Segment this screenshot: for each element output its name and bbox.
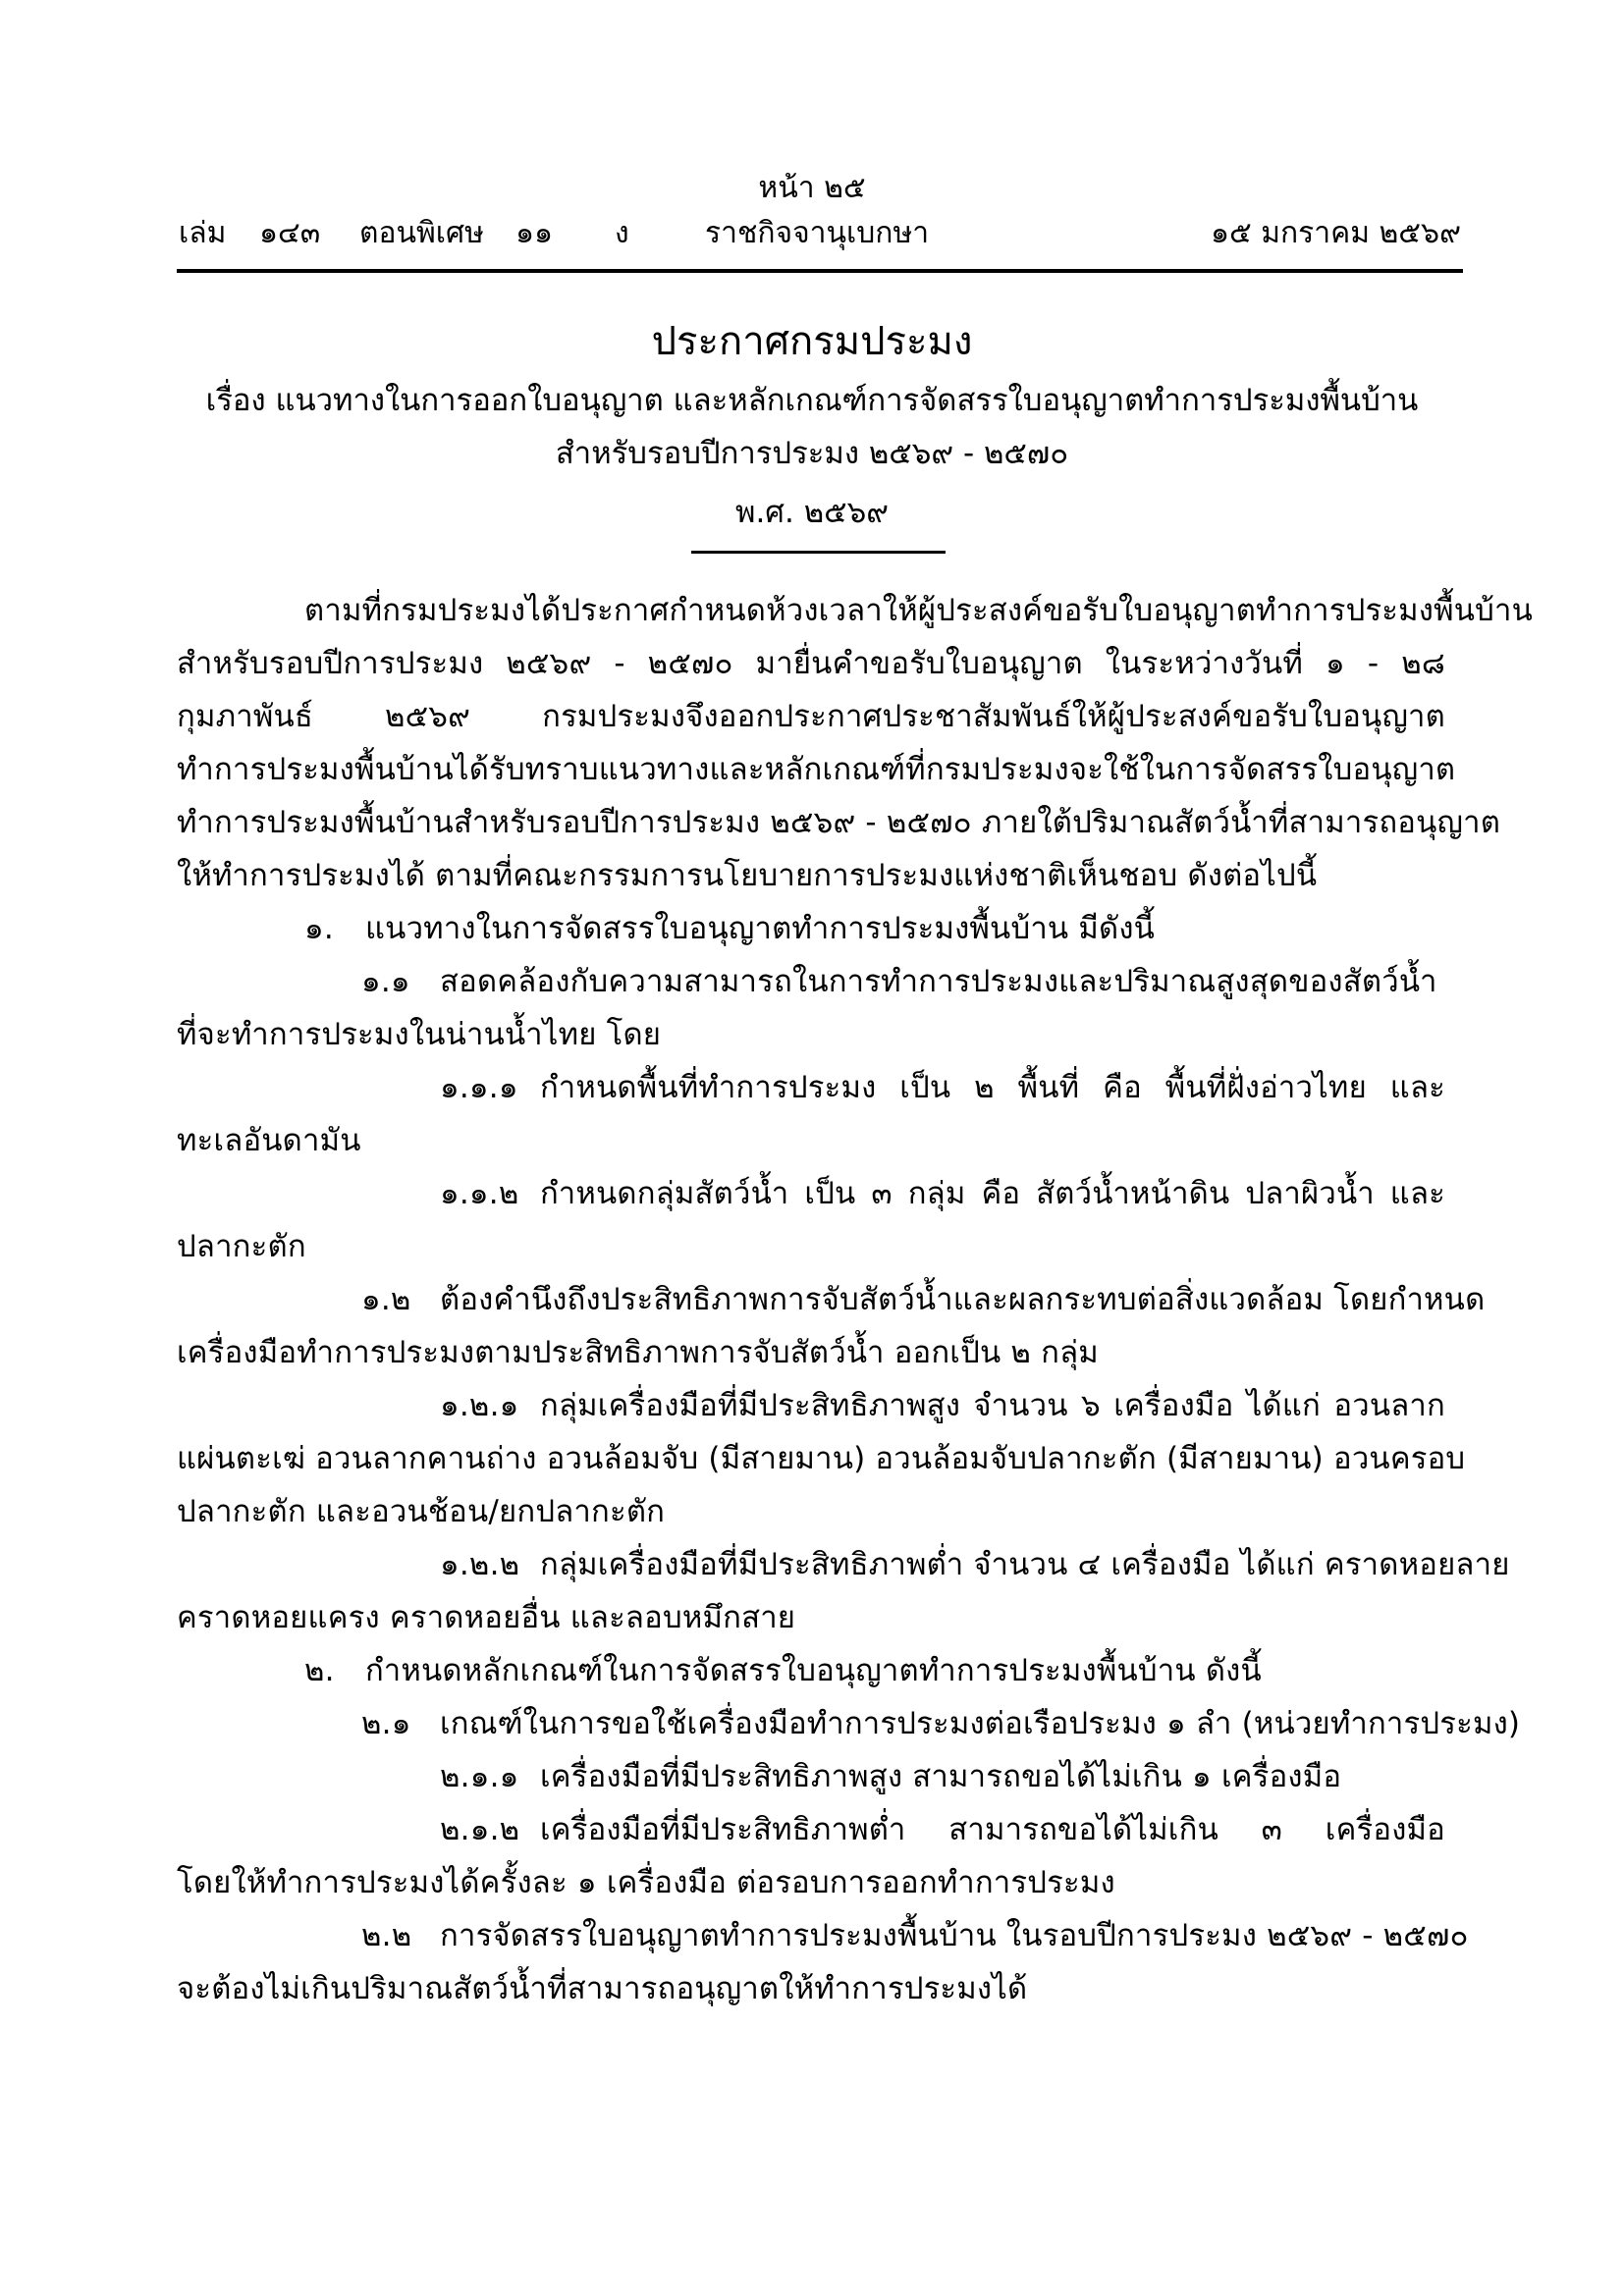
intro-line: ตามที่กรมประมงได้ประกาศกำหนดห้วงเวลาให้ผู้ประสงค์ขอรับใบอนุญาตทำการประมงพื้นบ้าน <box>304 593 1534 628</box>
title-divider <box>691 551 946 554</box>
item-1-1-1-line1: กำหนดพื้นที่ทำการประมง เป็น ๒ พื้นที่ คือ พื้นที่ฝั่งอ่าวไทย และ <box>540 1070 1445 1105</box>
item-1-2-2-line1: กลุ่มเครื่องมือที่มีประสิทธิภาพต่ำ จำนวน ๔ เครื่องมือ ได้แก่ คราดหอยลาย <box>540 1547 1510 1582</box>
item-1-2-1-number: ๑.๒.๑ <box>440 1388 519 1423</box>
intro-line: กุมภาพันธ์ ๒๕๖๙ กรมประมงจึงออกประกาศประชาสัมพันธ์ให้ผู้ประสงค์ขอรับใบอนุญาต <box>177 699 1445 734</box>
intro-line: สำหรับรอบปีการประมง ๒๕๖๙ - ๒๕๗๐ มายื่นคำขอรับใบอนุญาต ในระหว่างวันที่ ๑ - ๒๘ <box>177 646 1445 681</box>
announcement-title: ประกาศกรมประมง <box>651 319 973 364</box>
item-2-2-line1: การจัดสรรใบอนุญาตทำการประมงพื้นบ้าน ในรอบปีการประมง ๒๕๖๙ - ๒๕๗๐ <box>440 1918 1469 1953</box>
announcement-subject-line1: เรื่อง แนวทางในการออกใบอนุญาต และหลักเกณฑ์การจัดสรรใบอนุญาตทำการประมงพื้นบ้าน <box>205 383 1419 418</box>
item-1-1-line2: ที่จะทำการประมงในน่านน้ำไทย โดย <box>177 1017 662 1052</box>
item-1-2-2-line2: คราดหอยแครง คราดหอยอื่น และลอบหมึกสาย <box>177 1600 796 1635</box>
header-rule <box>177 269 1463 273</box>
item-2-1-2-line2: โดยให้ทำการประมงได้ครั้งละ ๑ เครื่องมือ ต่อรอบการออกทำการประมง <box>177 1865 1115 1900</box>
item-2-2-number: ๒.๒ <box>361 1918 412 1953</box>
item-1-1-2-line2: ปลากะตัก <box>177 1229 306 1264</box>
item-1-2-1-line3: ปลากะตัก และอวนช้อน/ยกปลากะตัก <box>177 1494 666 1529</box>
gazette-date: ๑๕ มกราคม ๒๕๖๙ <box>1210 216 1461 250</box>
item-2-1-1-line1: เครื่องมือที่มีประสิทธิภาพสูง สามารถขอได้ไม่เกิน ๑ เครื่องมือ <box>540 1759 1342 1794</box>
item-1-1-1-number: ๑.๑.๑ <box>440 1070 518 1105</box>
item-1-1-number: ๑.๑ <box>361 964 410 999</box>
item-1-2-2-number: ๑.๒.๒ <box>440 1547 520 1582</box>
volume-label: เล่ม <box>179 216 227 250</box>
item-2-1-2-number: ๒.๑.๒ <box>440 1812 520 1847</box>
item-2-1-2-line1: เครื่องมือที่มีประสิทธิภาพต่ำ สามารถขอได้ไม่เกิน ๓ เครื่องมือ <box>540 1812 1445 1847</box>
item-2-2-line2: จะต้องไม่เกินปริมาณสัตว์น้ำที่สามารถอนุญาตให้ทำการประมงได้ <box>177 1971 1028 2006</box>
announcement-subject-line2: สำหรับรอบปีการประมง ๒๕๖๙ - ๒๕๗๐ <box>555 436 1069 471</box>
volume-number: ๑๔๓ <box>259 216 321 250</box>
item-2-1-line1: เกณฑ์ในการขอใช้เครื่องมือทำการประมงต่อเรือประมง ๑ ลำ (หน่วยทำการประมง) <box>440 1706 1521 1741</box>
announcement-year: พ.ศ. ๒๕๖๙ <box>735 495 889 530</box>
section2-heading: กำหนดหลักเกณฑ์ในการจัดสรรใบอนุญาตทำการประมงพื้นบ้าน ดังนี้ <box>365 1653 1262 1688</box>
item-1-1-2-line1: กำหนดกลุ่มสัตว์น้ำ เป็น ๓ กลุ่ม คือ สัตว์น้ำหน้าดิน ปลาผิวน้ำ และ <box>540 1176 1445 1211</box>
item-1-2-1-line1: กลุ่มเครื่องมือที่มีประสิทธิภาพสูง จำนวน ๖ เครื่องมือ ได้แก่ อวนลาก <box>540 1388 1445 1423</box>
page-number: หน้า ๒๕ <box>758 171 866 205</box>
item-1-2-number: ๑.๒ <box>361 1282 411 1317</box>
item-2-1-1-number: ๒.๑.๑ <box>440 1759 519 1794</box>
intro-line: ให้ทำการประมงได้ ตามที่คณะกรรมการนโยบายการประมงแห่งชาติเห็นชอบ ดังต่อไปนี้ <box>177 858 1318 893</box>
intro-line: ทำการประมงพื้นบ้านสำหรับรอบปีการประมง ๒๕๖๙ - ๒๕๗๐ ภายใต้ปริมาณสัตว์น้ำที่สามารถอนุญาต <box>177 805 1501 840</box>
gazette-name: ราชกิจจานุเบกษา <box>705 216 930 250</box>
section-number: ๑๑ <box>515 216 554 250</box>
section1-heading: แนวทางในการจัดสรรใบอนุญาตทำการประมงพื้นบ้าน มีดังนี้ <box>365 911 1156 946</box>
item-1-1-2-number: ๑.๑.๒ <box>440 1176 519 1211</box>
section-label: ตอนพิเศษ <box>359 216 484 250</box>
item-1-2-1-line2: แผ่นตะเฆ่ อวนลากคานถ่าง อวนล้อมจับ (มีสายมาน) อวนล้อมจับปลากะตัก (มีสายมาน) อวนครอบ <box>177 1441 1466 1476</box>
section1-number: ๑. <box>304 911 334 946</box>
item-1-1-1-line2: ทะเลอันดามัน <box>177 1123 361 1158</box>
item-2-1-number: ๒.๑ <box>361 1706 411 1741</box>
section2-number: ๒. <box>304 1653 335 1688</box>
item-1-2-line1: ต้องคำนึงถึงประสิทธิภาพการจับสัตว์น้ำและผลกระทบต่อสิ่งแวดล้อม โดยกำหนด <box>440 1282 1486 1317</box>
item-1-2-line2: เครื่องมือทำการประมงตามประสิทธิภาพการจับสัตว์น้ำ ออกเป็น ๒ กลุ่ม <box>177 1335 1099 1370</box>
item-1-1-line1: สอดคล้องกับความสามารถในการทำการประมงและปริมาณสูงสุดของสัตว์น้ำ <box>440 964 1437 999</box>
section-letter: ง <box>615 216 629 250</box>
intro-line: ทำการประมงพื้นบ้านได้รับทราบแนวทางและหลักเกณฑ์ที่กรมประมงจะใช้ในการจัดสรรใบอนุญาต <box>177 752 1456 787</box>
